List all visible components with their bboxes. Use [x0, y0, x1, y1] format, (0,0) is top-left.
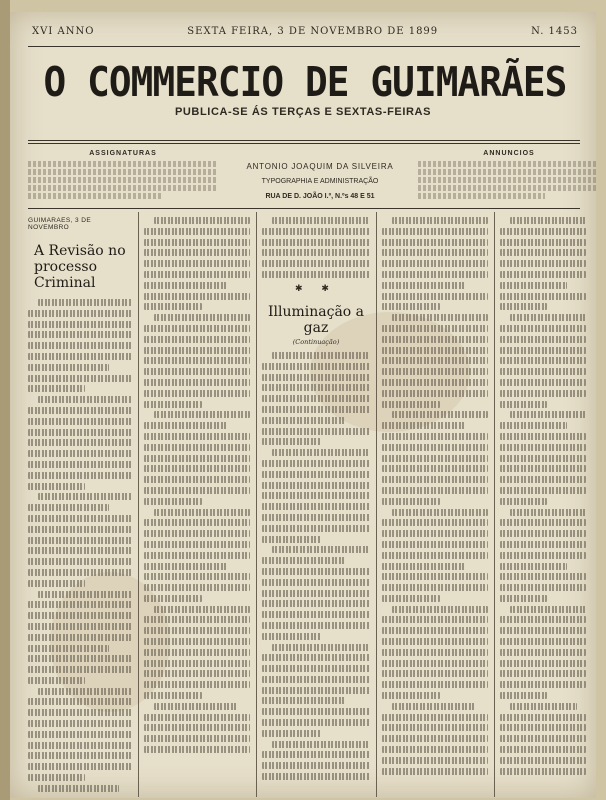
text-line	[144, 746, 250, 753]
text-line	[262, 460, 370, 467]
text-line	[500, 487, 586, 494]
text-line	[144, 638, 250, 645]
text-line	[144, 487, 250, 494]
article-title: A Revisão no processo Criminal	[34, 243, 126, 291]
text-line	[510, 606, 586, 613]
masthead-rule	[28, 46, 580, 47]
text-line	[144, 649, 250, 656]
text-line	[28, 537, 132, 544]
continuation-note: (Continuação)	[292, 337, 340, 346]
text-line	[262, 708, 370, 715]
text-line	[500, 660, 586, 667]
text-line	[154, 703, 237, 710]
text-line	[262, 503, 370, 510]
text-line	[500, 293, 586, 300]
text-line	[382, 552, 488, 559]
text-line	[28, 450, 132, 457]
text-line	[382, 293, 488, 300]
text-line	[262, 271, 370, 278]
column-separator	[376, 212, 377, 797]
text-line	[28, 439, 132, 446]
editor-name: ANTONIO JOAQUIM DA SILVEIRA	[246, 162, 394, 171]
text-line	[144, 692, 202, 699]
text-line	[28, 331, 132, 338]
text-line	[392, 703, 475, 710]
text-line	[144, 271, 250, 278]
text-line	[382, 584, 488, 591]
text-line	[28, 526, 132, 533]
text-line	[510, 411, 586, 418]
text-line	[28, 742, 132, 749]
text-line	[28, 752, 132, 759]
text-line	[382, 422, 465, 429]
column-1	[28, 217, 132, 795]
text-line	[144, 368, 250, 375]
text-line	[500, 541, 586, 548]
text-line	[38, 688, 132, 695]
text-line	[382, 357, 488, 364]
masthead-top-line	[32, 26, 578, 42]
text-line	[500, 627, 586, 634]
text-line	[500, 563, 567, 570]
text-line	[500, 746, 586, 753]
text-line	[382, 390, 488, 397]
text-line	[382, 670, 488, 677]
text-line	[272, 352, 370, 359]
text-line	[144, 347, 250, 354]
text-line	[500, 433, 586, 440]
text-line	[500, 724, 586, 731]
text-line	[28, 504, 109, 511]
text-line	[500, 422, 567, 429]
text-line	[382, 282, 465, 289]
text-line	[144, 401, 202, 408]
text-line	[382, 692, 440, 699]
text-line	[144, 714, 250, 721]
text-line	[144, 724, 250, 731]
text-line	[500, 260, 586, 267]
text-line	[500, 714, 586, 721]
text-line	[500, 476, 586, 483]
text-line	[28, 483, 85, 490]
text-line	[28, 580, 85, 587]
text-line	[500, 357, 586, 364]
text-line	[500, 530, 586, 537]
text-line	[382, 530, 488, 537]
text-line	[28, 353, 132, 360]
text-line	[500, 616, 586, 623]
text-line	[28, 623, 132, 630]
text-line	[262, 384, 370, 391]
text-line	[382, 368, 488, 375]
text-line	[500, 595, 547, 602]
article-body	[382, 217, 488, 775]
article-body	[500, 217, 586, 775]
text-line	[144, 660, 250, 667]
column-3	[262, 217, 370, 795]
column-5	[500, 217, 586, 795]
text-line	[144, 444, 250, 451]
text-line	[144, 595, 202, 602]
info-bar	[28, 150, 580, 206]
body-rule	[28, 208, 580, 209]
text-line	[144, 498, 202, 505]
text-line	[500, 681, 586, 688]
text-line	[262, 239, 370, 246]
text-line	[500, 336, 586, 343]
text-line	[144, 249, 250, 256]
header-rule-double	[28, 143, 580, 144]
text-line	[382, 239, 488, 246]
text-line	[144, 627, 250, 634]
text-line	[382, 465, 488, 472]
text-line	[382, 228, 488, 235]
text-line	[144, 379, 250, 386]
text-line	[262, 654, 370, 661]
text-line	[28, 547, 132, 554]
text-line	[262, 557, 346, 564]
text-line	[382, 476, 488, 483]
text-line	[154, 314, 250, 321]
header-rule	[28, 140, 580, 141]
text-line	[500, 347, 586, 354]
text-line	[382, 401, 440, 408]
text-line	[262, 751, 370, 758]
text-line	[262, 590, 370, 597]
text-line	[500, 325, 586, 332]
text-line	[500, 282, 567, 289]
text-line	[144, 455, 250, 462]
text-line	[28, 666, 132, 673]
text-line	[154, 411, 250, 418]
text-line	[28, 720, 132, 727]
office-label: TYPOGRAPHIA E ADMINISTRAÇÃO	[261, 178, 379, 185]
text-line	[382, 660, 488, 667]
text-line	[262, 525, 370, 532]
text-line	[28, 418, 132, 425]
article-body	[262, 352, 370, 780]
text-line	[500, 584, 586, 591]
text-line	[28, 774, 85, 781]
text-line	[262, 482, 370, 489]
text-line	[262, 633, 321, 640]
text-line	[28, 698, 132, 705]
text-line	[262, 395, 370, 402]
text-line	[382, 347, 488, 354]
text-line	[500, 735, 586, 742]
text-line	[382, 260, 488, 267]
text-line	[262, 568, 370, 575]
text-line	[382, 616, 488, 623]
text-line	[262, 514, 370, 521]
text-line	[500, 768, 586, 775]
text-line	[262, 428, 370, 435]
text-line	[392, 217, 488, 224]
text-line	[144, 735, 250, 742]
text-line	[382, 336, 488, 343]
editor-box	[230, 162, 410, 201]
adverts-heading: ANNUNCIOS	[483, 150, 535, 157]
text-line	[154, 217, 250, 224]
text-line	[28, 429, 132, 436]
text-line	[28, 375, 132, 382]
text-line	[500, 649, 586, 656]
text-line	[144, 670, 250, 677]
text-line	[392, 606, 488, 613]
text-line	[28, 731, 132, 738]
article-body	[262, 217, 370, 278]
column-separator	[256, 212, 257, 797]
text-line	[272, 217, 370, 224]
text-line	[382, 714, 488, 721]
text-line	[28, 472, 132, 479]
text-line	[262, 536, 321, 543]
page-edge	[0, 0, 10, 800]
text-line	[28, 612, 132, 619]
text-line	[262, 438, 321, 445]
text-line	[382, 249, 488, 256]
text-line	[500, 249, 586, 256]
text-line	[500, 444, 586, 451]
text-line	[500, 552, 586, 559]
text-line	[382, 638, 488, 645]
text-line	[154, 606, 250, 613]
text-line	[500, 390, 586, 397]
text-line	[382, 444, 488, 451]
year-label: XVI ANNO	[32, 26, 95, 37]
text-line	[154, 509, 250, 516]
text-line	[262, 579, 370, 586]
column-2	[144, 217, 250, 795]
text-line	[500, 638, 586, 645]
text-line	[262, 406, 370, 413]
text-line	[382, 455, 488, 462]
text-line	[144, 357, 250, 364]
text-line	[144, 573, 250, 580]
text-line	[382, 746, 488, 753]
subscriptions-box	[28, 150, 218, 206]
text-line	[510, 314, 586, 321]
text-line	[500, 401, 547, 408]
text-line	[262, 762, 370, 769]
text-line	[262, 249, 370, 256]
text-line	[262, 697, 346, 704]
text-line	[382, 573, 488, 580]
text-line	[28, 321, 132, 328]
text-line	[144, 552, 250, 559]
text-line	[262, 676, 370, 683]
text-line	[500, 573, 586, 580]
text-line	[144, 530, 250, 537]
text-line	[500, 239, 586, 246]
text-line	[382, 681, 488, 688]
text-line	[382, 541, 488, 548]
text-line	[144, 433, 250, 440]
text-line	[262, 773, 370, 780]
text-line	[382, 768, 488, 775]
text-line	[144, 681, 250, 688]
text-line	[272, 546, 370, 553]
text-line	[28, 655, 132, 662]
text-line	[144, 293, 250, 300]
text-line	[144, 390, 250, 397]
text-line	[500, 228, 586, 235]
text-line	[262, 260, 370, 267]
text-line	[28, 364, 109, 371]
text-line	[262, 492, 370, 499]
subscriptions-heading: ASSIGNATURAS	[89, 150, 157, 157]
text-line	[28, 461, 132, 468]
text-line	[262, 665, 370, 672]
text-line	[382, 649, 488, 656]
text-line	[144, 422, 227, 429]
dateline: GUIMARÃES, 3 DE NOVEMBRO	[28, 217, 92, 231]
article-title: Illuminação a gaz	[267, 303, 365, 336]
newspaper-subtitle: PUBLICA-SE ÁS TERÇAS E SEXTAS-FEIRAS	[174, 106, 432, 118]
text-line	[28, 763, 132, 770]
text-line	[262, 611, 370, 618]
text-line	[262, 417, 346, 424]
text-line	[144, 325, 250, 332]
text-line	[382, 487, 488, 494]
text-line	[144, 541, 250, 548]
text-line	[500, 692, 547, 699]
text-line	[500, 670, 586, 677]
text-line	[500, 368, 586, 375]
text-line	[28, 310, 132, 317]
text-line	[262, 363, 370, 370]
text-line	[500, 519, 586, 526]
text-line	[500, 271, 586, 278]
issue-date: SEXTA FEIRA, 3 DE NOVEMBRO DE 1899	[187, 26, 439, 37]
address-label: RUA DE D. JOÃO I.º, N.ºs 48 E 51	[265, 193, 375, 200]
text-line	[262, 228, 370, 235]
text-line	[144, 260, 250, 267]
issue-number: N. 1453	[531, 26, 578, 37]
text-line	[144, 519, 250, 526]
text-line	[510, 509, 586, 516]
text-line	[28, 677, 85, 684]
text-line	[28, 634, 132, 641]
adverts-box	[418, 150, 596, 206]
text-line	[262, 687, 370, 694]
newspaper-title: O COMMERCIO DE GUIMARÃES	[43, 58, 567, 106]
text-line	[510, 217, 586, 224]
text-line	[262, 471, 370, 478]
text-line	[28, 569, 132, 576]
text-line	[392, 411, 488, 418]
text-line	[144, 239, 250, 246]
section-ornament: ✱ ✱	[295, 283, 337, 294]
text-line	[500, 757, 586, 764]
text-line	[262, 622, 370, 629]
text-line	[144, 336, 250, 343]
text-line	[382, 595, 440, 602]
text-line	[500, 465, 586, 472]
text-line	[500, 303, 547, 310]
text-line	[272, 644, 370, 651]
text-line	[262, 730, 321, 737]
text-line	[382, 498, 440, 505]
newspaper-page	[10, 12, 596, 798]
text-line	[382, 379, 488, 386]
text-line	[144, 303, 202, 310]
text-line	[28, 407, 132, 414]
text-line	[144, 228, 250, 235]
text-line	[382, 563, 465, 570]
text-line	[382, 757, 488, 764]
text-line	[144, 465, 250, 472]
text-line	[144, 563, 227, 570]
column-4	[382, 217, 488, 795]
text-line	[144, 616, 250, 623]
text-line	[28, 558, 132, 565]
text-line	[392, 509, 488, 516]
text-line	[262, 374, 370, 381]
text-line	[28, 385, 85, 392]
text-line	[38, 785, 119, 792]
text-line	[262, 719, 370, 726]
column-separator	[138, 212, 139, 797]
text-line	[500, 379, 586, 386]
text-line	[510, 703, 577, 710]
text-line	[262, 600, 370, 607]
article-body	[28, 299, 132, 792]
text-line	[382, 724, 488, 731]
text-line	[144, 282, 227, 289]
text-line	[500, 455, 586, 462]
text-line	[38, 396, 132, 403]
text-line	[392, 314, 488, 321]
text-line	[382, 433, 488, 440]
text-line	[500, 498, 547, 505]
text-line	[28, 709, 132, 716]
text-line	[382, 735, 488, 742]
column-separator	[494, 212, 495, 797]
text-line	[38, 299, 132, 306]
text-line	[382, 325, 488, 332]
text-line	[382, 271, 488, 278]
text-line	[382, 519, 488, 526]
text-line	[144, 584, 250, 591]
text-line	[272, 741, 370, 748]
text-line	[144, 476, 250, 483]
text-line	[28, 601, 132, 608]
text-line	[38, 591, 132, 598]
article-body	[144, 217, 250, 753]
text-line	[272, 449, 370, 456]
text-line	[38, 493, 132, 500]
text-line	[28, 515, 132, 522]
text-line	[382, 627, 488, 634]
text-line	[28, 645, 109, 652]
text-line	[382, 303, 440, 310]
text-line	[28, 342, 132, 349]
